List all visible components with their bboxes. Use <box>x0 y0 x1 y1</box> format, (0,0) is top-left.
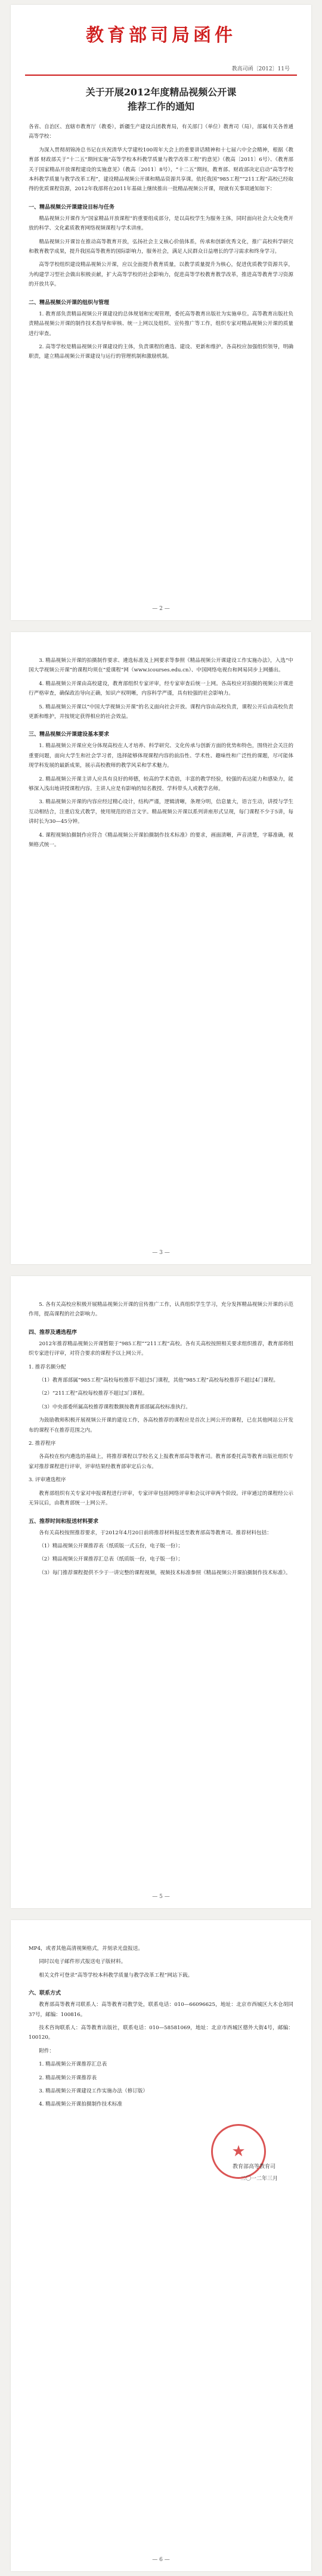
page-number: — 3 — <box>152 1250 170 1256</box>
paragraph: 2. 精品视频公开课主讲人应具有良好的师德，较高的学术造诣，丰富的教学经验，较强的表达能力和感染力，能够深入浅出地讲授课程内容。主讲人应是有影响的知名教授、学科带头人或教学名师。 <box>29 776 293 792</box>
document-page-2 <box>11 632 311 1264</box>
letterhead: 教育部司局函件 <box>86 25 236 46</box>
addressee: 各省、自治区、直辖市教育厅（教委），新疆生产建设兵团教育局，有关部门（单位）教育司（局），部属有关各普通高等学校： <box>29 124 293 140</box>
subsection-heading: 1. 推荐名额分配 <box>29 1364 66 1370</box>
attachment-item: 2. 精品视频公开课推荐表 <box>39 2075 97 2081</box>
issuing-office: 教育部高等教育司 <box>232 2163 275 2170</box>
title-line-1: 关于开展2012年度精品视频公开课 <box>85 86 237 98</box>
attachment-item: 4. 精品视频公开课拍摄制作技术标准 <box>39 2101 123 2108</box>
paragraph: 2. 高等学校是精品视频公开课建设的主体，负责课程的遴选、建设、更新和维护。各高校应加强组织领导，明确职责，建立精品视频公开课建设与运行的管理机制和激励机制。 <box>29 343 293 360</box>
paragraph: 相关文件可登录“高等学校本科教学质量与教学改革工程”网站下载。 <box>39 1972 193 1979</box>
paragraph: 1. 精品视频公开课应充分体现高校在人才培养、科学研究、文化传承与创新方面的优势和特色，围绕社会关注的重要问题，面向大学生和社会学习者，选择能够体现课程内容的前沿性、学术性、趣味性和广泛性的课题，尽可能体现学科发展的最新成果，展示高校教师的教学风采和学术魅力。 <box>29 743 293 769</box>
signature-block <box>29 2128 293 2199</box>
page-number: — 5 — <box>152 1894 170 1900</box>
paragraph: 为鼓励教师积极开展视频公开课的建设工作，各高校推荐的课程应是首次上网公开的课程，已在其他网站公开发布的课程不在推荐范围之内。 <box>29 1417 293 1433</box>
section-heading: 三、精品视频公开课建设基本要求 <box>29 732 110 738</box>
paragraph: 精品视频公开课旨在推动高等教育开放，弘扬社会主义核心价值体系，传承和创新优秀文化，推广高校科学研究和教育教学成果，提升我国高等教育的国际影响力，服务社会，满足人民群众日益增长的学习需求和终身学习。 <box>29 239 293 255</box>
paragraph: 4. 课程视频拍摄制作应符合《精品视频公开课拍摄制作技术标准》的要求，画面清晰，声音清楚，字幕准确，视频格式统一。 <box>29 832 293 849</box>
paragraph: （1）教育部部属“985工程”高校每校推荐不超过5门课程，其他“985工程”高校每校推荐不超过4门课程。 <box>39 1377 279 1384</box>
red-divider-line <box>25 75 297 76</box>
document-number: 教高司函〔2012〕11号 <box>231 66 290 72</box>
paragraph: 5. 精品视频公开课以“中国大学视频公开课”的名义面向社会开放。课程内容由高校负责，课程公开后由高校负责更新和维护，并按规定获得相应的社会效益。 <box>29 704 293 720</box>
paragraph: 教育部组织有关专家对申报课程进行评审，专家评审包括网络评审和会议评审两个阶段。评审通过的课程经公示无异议后，由教育部统一上网公开。 <box>29 1490 293 1507</box>
official-seal <box>211 2124 266 2179</box>
paragraph: 各有关高校按照推荐要求，于2012年4月20日前将推荐材料报送至教育部高等教育司。推荐材料包括： <box>39 1530 272 1536</box>
paragraph: 3. 精品视频公开课的拍摄制作要求、遴选标准及上网要求等参照《精品视频公开课建设工作实施办法》，入选“中国大学视频公开课”的课程均须在“爱课程”网（www.icourses.edu.cn）、中国网络电视台和网易同步上网播出。 <box>29 658 293 674</box>
paragraph: 5. 各有关高校应积极开展精品视频公开课的宣传推广工作，认真组织学生学习，充分发挥精品视频公开课的示范作用，提高课程的社会影响力。 <box>29 1302 293 1318</box>
page-number: — 2 — <box>152 606 170 612</box>
subsection-heading: 2. 推荐程序 <box>29 1441 56 1447</box>
document-page-3 <box>11 1276 311 1908</box>
title-line-2: 推荐工作的通知 <box>127 101 194 112</box>
subsection-heading: 3. 评审遴选程序 <box>29 1477 66 1484</box>
paragraph: （3）中央部委所属高校推荐课程数额按教育部部属高校标准执行。 <box>39 1404 191 1410</box>
document-page-1 <box>11 5 311 620</box>
paragraph: （1）精品视频公开课推荐表（纸质版一式五份，电子版一份）； <box>39 1543 183 1549</box>
paragraph: 各高校在校内遴选的基础上，将推荐课程以学校名义上报教育部高等教育司。教育部委托高等教育出版社组织专家对推荐课程进行评审，评审结果经教育部审定后公布。 <box>29 1454 293 1470</box>
paragraph: （3）每门推荐课程提供不少于一讲完整的课程视频，视频技术标准参照《精品视频公开课拍摄制作技术标准》。 <box>39 1569 291 1576</box>
attachment-item: 3. 精品视频公开课建设工作实施办法（修订版） <box>39 2088 148 2095</box>
paragraph: （2）精品视频公开课推荐汇总表（纸质版一份，电子版一份）； <box>39 1556 183 1563</box>
paragraph: 教育部高等教育司联系人：高等教育司教学处，联系电话：010—66096625，地址：北京市西城区大木仓胡同37号，邮编：100816。 <box>29 2002 293 2018</box>
seal-star-icon: ★ <box>231 2142 246 2160</box>
section-heading: 二、精品视频公开课的组织与管理 <box>29 299 110 306</box>
paragraph: 3. 精品视频公开课的内容应经过精心设计，结构严谨，逻辑清晰，条理分明，信息量大，语言生动，讲授与学生互动相结合，注重启发式教学，使用规范的语言文字。精品视频公开课以系列讲座形式呈现，每门课程不少于5讲，每讲时长为30—45分钟。 <box>29 799 293 825</box>
paragraph: 同时以电子邮件形式报送电子版材料。 <box>39 1959 126 1965</box>
paragraph: 技术咨询联系人：高等教育出版社，联系电话：010—58581069，地址：北京市西城区德外大街4号，邮编：100120。 <box>29 2025 293 2041</box>
paragraph: MP4，或者其他高清视频格式，并刻录光盘报送。 <box>29 1946 143 1952</box>
paragraph: 2012年推荐精品视频公开课暂限于“985工程”“211工程”高校。各有关高校按照相关要求组织推荐，教育部将组织专家进行评审，对符合要求的课程予以上网公开。 <box>29 1340 293 1357</box>
page-number: — 6 — <box>152 2557 170 2563</box>
section-heading: 四、推荐及遴选程序 <box>29 1329 78 1336</box>
paragraph: 精品视频公开课作为“国家精品开放课程”的重要组成部分，是以高校学生为服务主体，同时面向社会大众免费开放的科学、文化素质教育网络视频课程与学术讲座。 <box>29 215 293 232</box>
paragraph: （2）“211工程”高校每校推荐不超过3门课程。 <box>39 1391 148 1397</box>
paragraph: 1. 教育部负责精品视频公开课建设的总体规划和宏观管理，委托高等教育出版社为实施单位。高等教育出版社负责精品视频公开课的制作技术指导和审核、统一上网以及组织、宣传推广等工作，组织专家对精品视频公开课的质量进行审查。 <box>29 311 293 337</box>
section-heading: 五、推荐时间和报送材料要求 <box>29 1518 99 1525</box>
issue-date: 二〇一二年三月 <box>240 2175 278 2182</box>
attachment-item: 1. 精品视频公开课推荐汇总表 <box>39 2061 107 2068</box>
paragraph: 4. 精品视频公开课由高校建设，教育部组织专家评审，经专家审查后统一上网。各高校应对拍摄的视频公开课进行严格审查，确保政治导向正确，知识产权明晰，内容科学严谨，具有较强的社会影响力。 <box>29 680 293 697</box>
document-page-4 <box>11 1920 311 2571</box>
section-heading: 六、联系方式 <box>29 1990 61 1997</box>
attachments-label: 附件： <box>39 2048 54 2054</box>
paragraph: 高等学校组织建设精品视频公开课，应以全面提升教育质量，以教学质量提升为核心，促进优质教学资源共享，为构建学习型社会做出积极贡献，扩大高等学校的社会影响力，促进高等学校教育教学改革，推进高等教育学习资源的开放共享。 <box>29 262 293 288</box>
paragraph: 为深入贯彻胡锦涛总书记在庆祝清华大学建校100周年大会上的重要讲话精神和十七届六中全会精神，根据《教育部 财政部关于“十二五”期间实施“高等学校本科教学质量与教学改革工程”的意见》（教高〔2011〕6号）、《教育部关于国家精品开放课程建设的实施意见》（教高〔2011〕8号），“十二五”期间，教育部、财政部决定启动“高等学校本科教学质量与教学改革工程”，建设精品视频公开课和精品资源共享课。依托我国“985工程”“211工程”高校已经取得的优质课程资源，2012年我部将在2011年基础上继续推出一批精品视频公开课，现就有关事项通知如下： <box>29 147 293 193</box>
section-heading: 一、精品视频公开课建设目标与任务 <box>29 204 115 210</box>
document-title <box>29 85 293 114</box>
